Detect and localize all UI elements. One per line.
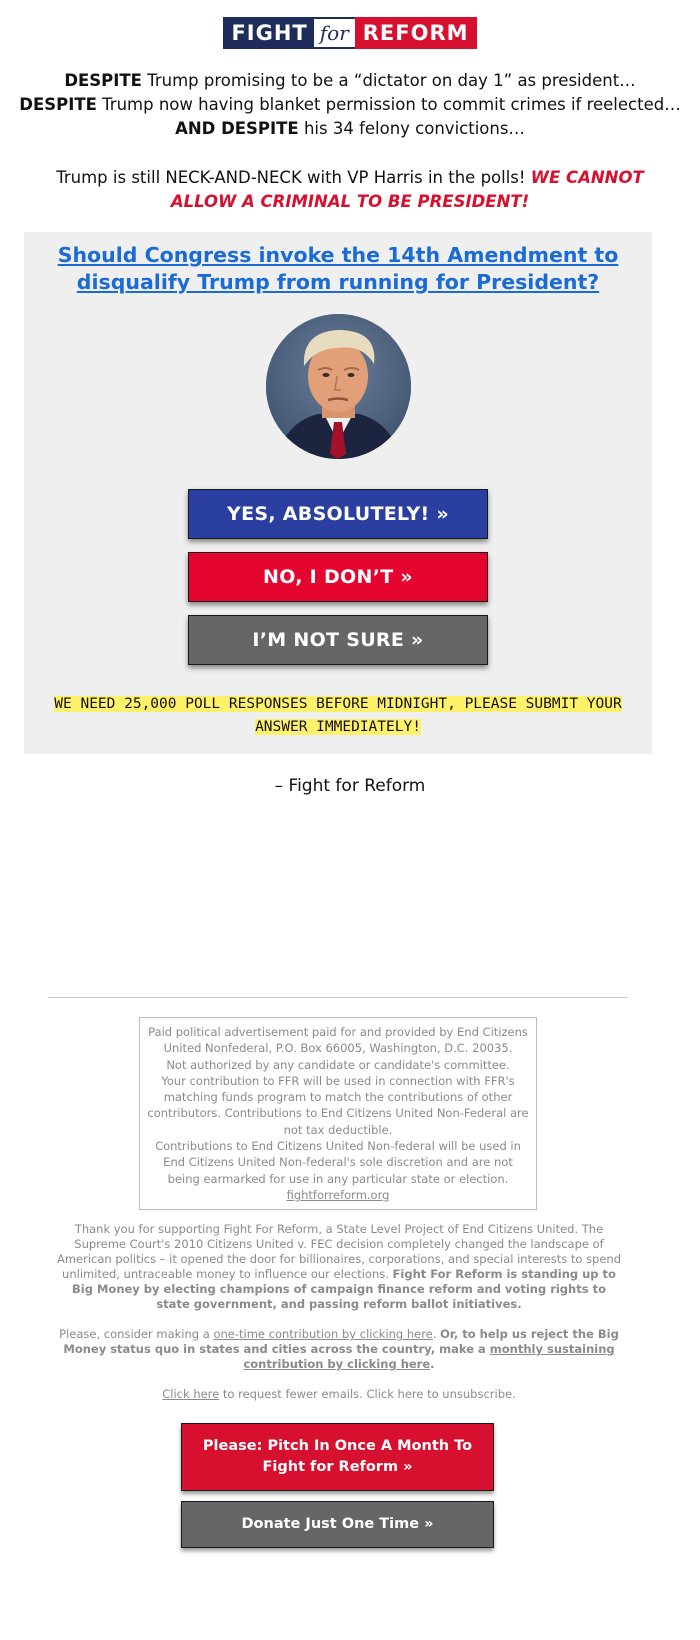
intro-line-3-text: his 34 felony convictions… — [298, 119, 525, 138]
logo-wordmark — [223, 17, 476, 49]
footer-thanks-text: Thank you for supporting Fight For Reform, a State Level Project of End Citizens United. The Supreme Court's 2010 Citizens United v. FEC decision completely changed the landscape of American politics – it opened the door for billionaires, corporations, and special interests to spend unlimited, untraceable money to influence our elections. — [56, 1222, 622, 1281]
intro-line-3-bold: AND DESPITE — [175, 119, 299, 138]
logo-fight: FIGHT — [223, 17, 313, 49]
no-button[interactable]: NO, I DON’T » — [188, 552, 488, 602]
disclaimer-matching-funds: Your contribution to FFR will be used in connection with FFR's matching funds program to match the contributions of other contributors. Contributions to End Citizens United Non-Federal are not tax deductible. — [147, 1073, 529, 1137]
portrait-image — [266, 314, 411, 459]
footer-thanks — [55, 1222, 623, 1312]
intro-line-1 — [0, 69, 700, 93]
poll-question-link[interactable]: Should Congress invoke the 14th Amendment to disqualify Trump from running for President? — [57, 243, 619, 294]
candidate-photo[interactable] — [266, 314, 411, 459]
website-link[interactable]: fightforreform.org — [286, 1187, 390, 1202]
yes-button[interactable]: YES, ABSOLUTELY! » — [188, 489, 488, 539]
consider-pre: Please, consider making a — [59, 1327, 214, 1341]
not-sure-button[interactable]: I’M NOT SURE » — [188, 615, 488, 665]
poll-buttons — [24, 489, 652, 665]
consider-bold-text: Or, to help us reject the Big Money status quo in states and cities across the country, make a — [63, 1327, 619, 1356]
consider-end: . — [430, 1357, 435, 1371]
disclaimer-earmark: Contributions to End Citizens United Non-federal will be used in End Citizens United Non-federal's sole discretion and are not being earmarked for use in any particular state or election. — [155, 1139, 521, 1186]
monthly-donate-button[interactable]: Please: Pitch In Once A Month To Fight for Reform » — [181, 1423, 494, 1491]
fewer-emails-link[interactable]: Click here — [162, 1387, 220, 1401]
intro-line-1-text: Trump promising to be a “dictator on day 1” as president… — [141, 71, 636, 90]
logo[interactable] — [0, 17, 700, 49]
urgent-notice-text: WE NEED 25,000 POLL RESPONSES BEFORE MIDNIGHT, PLEASE SUBMIT YOUR ANSWER IMMEDIATELY! — [54, 696, 622, 735]
polls-warning: WE CANNOT ALLOW A CRIMINAL TO BE PRESIDENT! — [170, 168, 644, 211]
poll-box — [24, 232, 652, 754]
intro-line-2-text: Trump now having blanket permission to commit crimes if reelected… — [96, 95, 681, 114]
intro-line-2-bold: DESPITE — [19, 95, 97, 114]
footer-consider — [55, 1327, 623, 1372]
intro-line-3 — [0, 117, 700, 141]
unsubscribe-text: to request fewer emails. Click here to unsubscribe. — [219, 1387, 516, 1401]
intro-line-2 — [0, 93, 700, 117]
divider — [48, 997, 628, 998]
disclaimer-paid-for: Paid political advertisement paid for and provided by End Citizens United Nonfederal, P.O. Box 66005, Washington, D.C. 20035. — [148, 1025, 528, 1056]
monthly-contribution-link[interactable]: monthly sustaining contribution by clicking here — [243, 1342, 615, 1371]
consider-mid: . — [432, 1327, 441, 1341]
footer-thanks-bold: Fight For Reform is standing up to Big Money by electing champions of campaign finance reform and voting rights to state government, and passing reform ballot initiatives. — [72, 1267, 616, 1311]
one-time-contribution-link[interactable]: one-time contribution by clicking here — [213, 1327, 433, 1341]
one-time-donate-button[interactable]: Donate Just One Time » — [181, 1501, 494, 1548]
logo-reform: REFORM — [355, 17, 477, 49]
photo-container — [24, 314, 652, 459]
signoff: – Fight for Reform — [274, 776, 426, 796]
intro-polls-paragraph — [40, 166, 660, 214]
intro-paragraph — [0, 69, 700, 141]
polls-text: Trump is still NECK-AND-NECK with VP Harris in the polls! — [56, 168, 531, 187]
intro-line-1-bold: DESPITE — [64, 71, 142, 90]
footer-unsubscribe — [55, 1387, 623, 1402]
email-body — [0, 17, 700, 1532]
disclaimer-not-authorized: Not authorized by any candidate or candidate's committee. — [166, 1057, 510, 1072]
urgent-notice — [24, 693, 652, 739]
logo-for: for — [314, 17, 355, 49]
disclaimer-box — [139, 1017, 537, 1210]
